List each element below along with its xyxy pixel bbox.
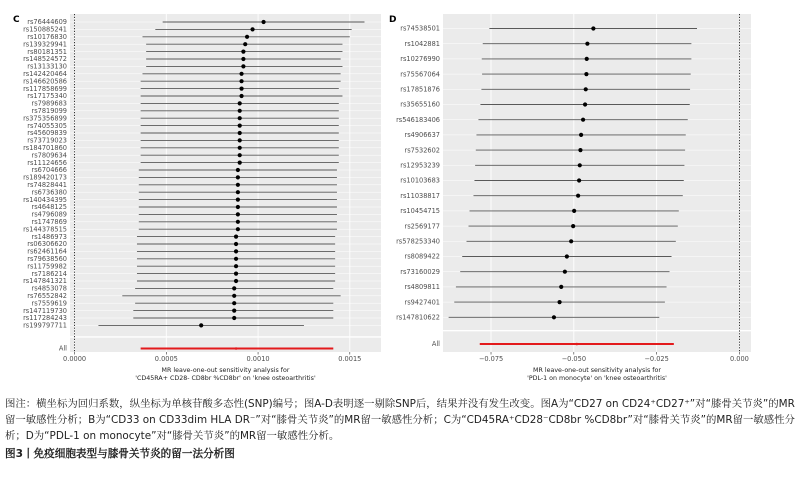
snp-label: rs76444609	[27, 18, 67, 27]
snp-estimate-point	[232, 286, 236, 290]
snp-label: rs7532602	[404, 146, 440, 155]
snp-label: rs73719023	[27, 136, 67, 145]
snp-label: rs10103683	[400, 176, 440, 185]
snp-label: rs7819099	[31, 107, 67, 115]
snp-label: rs79638560	[27, 255, 67, 263]
snp-estimate-point	[241, 57, 245, 61]
snp-estimate-point	[236, 168, 240, 172]
snp-label: rs17175340	[27, 92, 67, 101]
snp-label: rs142420464	[23, 70, 67, 78]
snp-estimate-point	[234, 235, 238, 239]
x-axis-title-line-1: MR leave-one-out sensitivity analysis for	[533, 367, 661, 374]
snp-estimate-point	[578, 163, 582, 167]
snp-estimate-point	[571, 224, 575, 228]
snp-label: rs8089422	[404, 252, 440, 261]
snp-label: rs546183406	[396, 115, 440, 124]
snp-estimate-point	[241, 64, 245, 68]
snp-estimate-point	[238, 153, 242, 157]
snp-label: rs139329941	[23, 40, 67, 49]
snp-estimate-point	[234, 279, 238, 283]
snp-label: rs4906637	[404, 131, 440, 140]
snp-estimate-point	[261, 20, 265, 24]
x-axis-title-line-2: 'CD45RA+ CD28- CD8br %CD8br' on 'knee osteoarthritis'	[135, 375, 316, 382]
snp-estimate-point	[565, 254, 569, 258]
overall-label: All	[58, 344, 67, 353]
snp-label: rs7809634	[31, 151, 67, 160]
snp-label: rs10454715	[400, 207, 440, 216]
snp-label: rs12953239	[400, 161, 440, 170]
x-tick-label: −0.050	[561, 355, 587, 363]
snp-estimate-point	[584, 87, 588, 91]
snp-estimate-point	[238, 109, 242, 113]
snp-estimate-point	[236, 198, 240, 202]
snp-label: rs1747869	[31, 218, 67, 226]
snp-label: rs35655160	[400, 100, 440, 109]
x-tick-label: 0.000	[729, 355, 749, 363]
figure-title: 图3丨免疫细胞表型与膝骨关节炎的留一法分析图	[5, 448, 235, 460]
x-axis-title-line-2: 'PDL-1 on monocyte' on 'knee osteoarthritis'	[527, 375, 667, 382]
snp-estimate-point	[236, 205, 240, 209]
x-axis-title-line-1: MR leave-one-out sensitivity analysis for	[161, 367, 290, 374]
snp-estimate-point	[236, 227, 240, 231]
snp-label: rs1042881	[404, 39, 440, 48]
snp-estimate-point	[238, 101, 242, 105]
snp-estimate-point	[238, 146, 242, 150]
panel-letter: D	[389, 15, 397, 25]
snp-estimate-point	[250, 27, 254, 31]
snp-estimate-point	[199, 323, 203, 327]
snp-estimate-point	[239, 72, 243, 76]
snp-label: rs06306620	[27, 240, 67, 249]
snp-label: rs199797711	[23, 321, 67, 330]
snp-estimate-point	[232, 301, 236, 305]
snp-label: rs4809811	[404, 283, 440, 292]
snp-estimate-point	[236, 220, 240, 224]
snp-label: rs80181351	[27, 47, 67, 56]
snp-label: rs13133130	[27, 62, 67, 71]
snp-estimate-point	[557, 300, 561, 304]
snp-label: rs189420173	[23, 173, 67, 182]
overall-estimate-point	[235, 347, 238, 350]
snp-estimate-point	[236, 183, 240, 187]
snp-label: rs9427401	[404, 298, 440, 307]
snp-label: rs74828441	[27, 181, 67, 189]
snp-label: rs150885241	[23, 25, 67, 34]
snp-estimate-point	[577, 178, 581, 182]
snp-label: rs74055305	[27, 121, 67, 130]
snp-label: rs148524572	[23, 55, 67, 64]
snp-label: rs7186214	[31, 269, 67, 278]
snp-label: rs11759982	[27, 262, 67, 271]
snp-label: rs6736380	[31, 188, 67, 197]
snp-estimate-point	[238, 131, 242, 135]
snp-estimate-point	[239, 94, 243, 98]
snp-label: rs184701860	[23, 144, 67, 152]
snp-label: rs146620586	[23, 77, 67, 86]
snp-estimate-point	[569, 239, 573, 243]
snp-label: rs1486973	[31, 232, 67, 241]
snp-label: rs4853078	[31, 284, 67, 293]
x-tick-label: 0.0010	[246, 355, 270, 363]
figure-note: 图注：横坐标为回归系数，纵坐标为单核苷酸多态性(SNP)编号；图A-D表明逐一剔除SNP后，结果并没有发生改变。图A为“CD27 on CD24⁺CD27⁺”对“膝骨关节炎”的MR留一敏感性分析；B为“CD33 on CD33dim HLA DR⁻”对“膝骨关节炎”的MR留一敏感性分析；C为“CD45RA⁺CD28⁻CD8br %CD8br”对“膝骨关节炎”的MR留一敏感性分析；D为“PDL-1 on monocyte”对“膝骨关节炎”的MR留一敏感性分析。	[5, 398, 795, 442]
snp-estimate-point	[578, 148, 582, 152]
snp-label: rs17851876	[400, 85, 440, 94]
snp-estimate-point	[232, 294, 236, 298]
x-tick-label: 0.0005	[154, 355, 178, 363]
snp-estimate-point	[563, 270, 567, 274]
snp-estimate-point	[559, 285, 563, 289]
snp-label: rs147119730	[23, 306, 67, 315]
snp-estimate-point	[238, 138, 242, 142]
snp-estimate-point	[579, 133, 583, 137]
snp-label: rs7559619	[31, 299, 67, 308]
snp-estimate-point	[234, 249, 238, 253]
snp-label: rs10276990	[400, 55, 440, 64]
snp-label: rs74538501	[400, 24, 440, 33]
snp-estimate-point	[234, 242, 238, 246]
x-tick-label: 0.0015	[338, 355, 362, 363]
snp-label: rs578253340	[396, 237, 440, 246]
snp-estimate-point	[236, 175, 240, 179]
plot-background	[443, 14, 751, 352]
snp-estimate-point	[584, 72, 588, 76]
panel-c	[13, 14, 381, 382]
snp-label: rs11124656	[27, 158, 67, 167]
overall-label: All	[431, 340, 440, 349]
snp-estimate-point	[238, 116, 242, 120]
snp-estimate-point	[234, 272, 238, 276]
snp-estimate-point	[572, 209, 576, 213]
snp-estimate-point	[232, 316, 236, 320]
x-tick-label: 0.0000	[63, 355, 87, 363]
snp-estimate-point	[583, 102, 587, 106]
snp-label: rs140434395	[23, 195, 67, 204]
snp-label: rs4648125	[31, 203, 67, 212]
plot-background	[70, 14, 381, 352]
snp-label: rs76552842	[27, 292, 67, 300]
snp-label: rs7989683	[31, 99, 67, 108]
snp-estimate-point	[581, 118, 585, 122]
snp-estimate-point	[245, 35, 249, 39]
snp-estimate-point	[234, 257, 238, 261]
snp-label: rs147841321	[23, 277, 67, 286]
snp-estimate-point	[238, 161, 242, 165]
snp-estimate-point	[238, 124, 242, 128]
snp-estimate-point	[585, 57, 589, 61]
snp-label: rs10176830	[27, 33, 67, 41]
snp-label: rs117858699	[23, 84, 67, 93]
snp-estimate-point	[552, 315, 556, 319]
snp-estimate-point	[241, 50, 245, 54]
snp-label: rs4796089	[31, 210, 67, 219]
overall-estimate-point	[575, 343, 578, 346]
snp-label: rs2569177	[404, 222, 440, 231]
snp-label: rs75567064	[400, 70, 440, 79]
panel-letter: C	[13, 15, 20, 25]
snp-estimate-point	[243, 42, 247, 46]
snp-label: rs45609839	[27, 129, 67, 138]
snp-estimate-point	[585, 42, 589, 46]
snp-label: rs144378515	[23, 225, 67, 234]
snp-label: rs6704666	[31, 166, 67, 175]
panel-d	[389, 14, 751, 382]
x-tick-label: −0.025	[644, 355, 669, 363]
snp-estimate-point	[232, 309, 236, 313]
snp-label: rs147810622	[396, 313, 440, 322]
snp-estimate-point	[234, 264, 238, 268]
snp-estimate-point	[239, 87, 243, 91]
x-tick-label: −0.075	[478, 355, 504, 363]
snp-label: rs117284243	[23, 314, 67, 323]
snp-estimate-point	[236, 212, 240, 216]
snp-label: rs375356899	[23, 114, 67, 123]
snp-estimate-point	[239, 79, 243, 83]
snp-estimate-point	[236, 190, 240, 194]
snp-estimate-point	[576, 194, 580, 198]
snp-label: rs11038817	[400, 191, 440, 200]
snp-estimate-point	[591, 26, 595, 30]
snp-label: rs62461164	[27, 247, 67, 256]
snp-label: rs73160029	[400, 267, 440, 276]
